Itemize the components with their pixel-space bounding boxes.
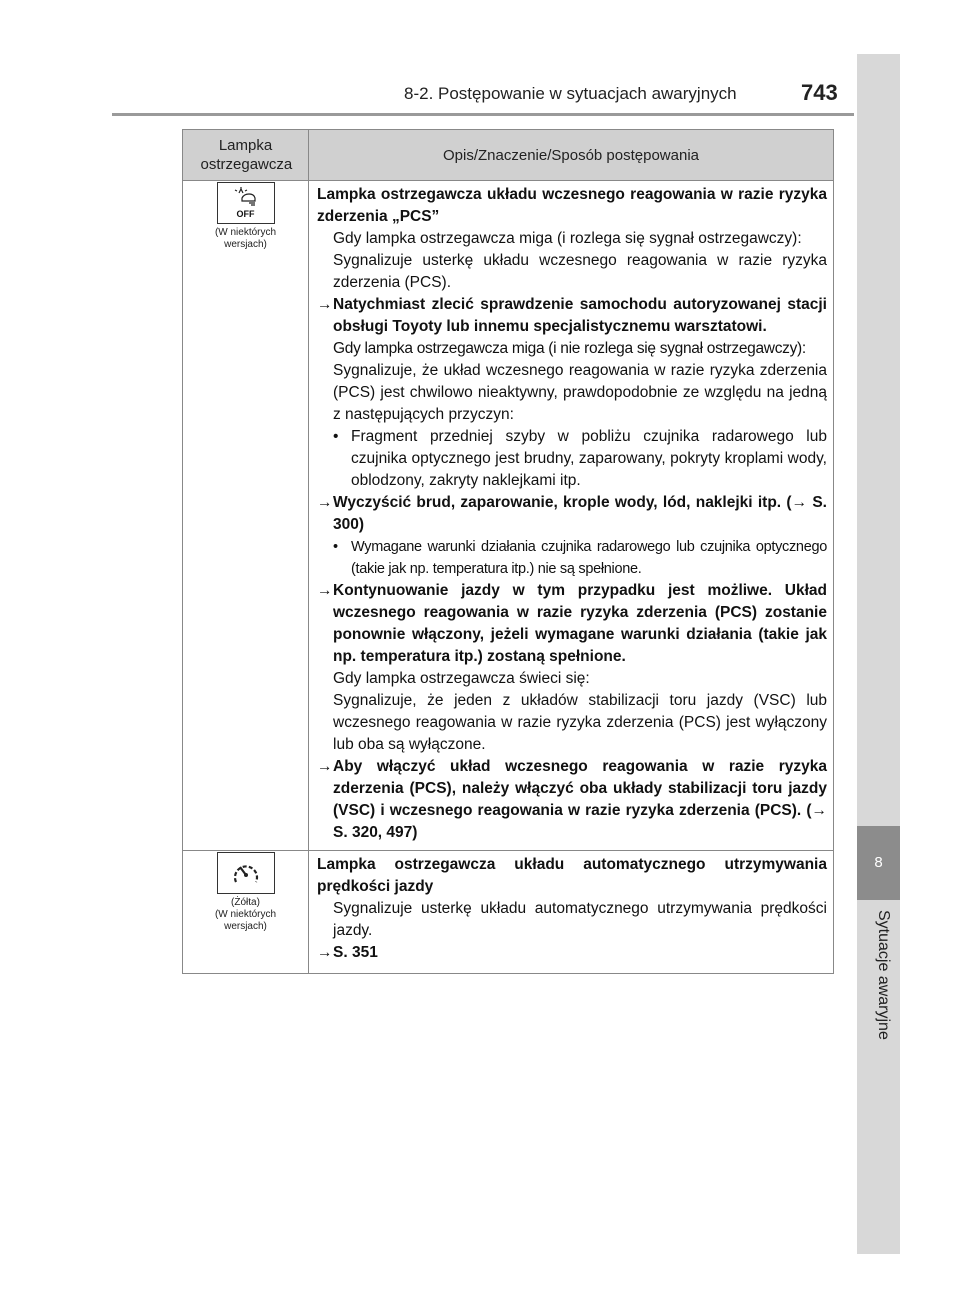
arrow-icon: → <box>317 758 333 775</box>
action-text <box>313 756 827 844</box>
arrow-icon: → <box>791 494 813 511</box>
action-text-content: Kontynuowanie jazdy w tym przypadku jest możliwe. Układ wczesnego reagowania w razie ryzyka zderzenia (PCS) zostanie ponownie włączony, jeżeli wymagane warunki działania (takie jak np. temperatura itp.) zostaną spełnione. <box>333 582 827 665</box>
action-text <box>313 294 827 338</box>
cruise-control-warning-icon <box>217 852 275 894</box>
page-reference-link[interactable]: S. 320, 497 <box>333 824 413 841</box>
bullet-item <box>313 426 827 492</box>
condition-text: Gdy lampka ostrzegawcza miga (i nie rozlega się sygnał ostrzegawczy): <box>333 340 806 357</box>
action-text <box>313 942 827 964</box>
table-row <box>183 181 834 851</box>
description-cell <box>309 851 834 974</box>
pcs-off-text: OFF <box>236 209 255 219</box>
meaning-text: Sygnalizuje usterkę układu automatycznego utrzymywania prędkości jazdy. <box>333 900 827 939</box>
lamp-cell <box>183 851 309 974</box>
caption-line: (Żółta) <box>231 897 260 908</box>
caption-line: wersjach) <box>224 921 267 932</box>
bullet-icon: • <box>333 428 339 445</box>
header-title: 8-2. Postępowanie w sytuacjach awaryjnych <box>404 84 737 103</box>
action-text <box>313 580 827 668</box>
condition-text: Gdy lampka ostrzegawcza miga (i rozlega się sygnał ostrzegawczy): <box>333 230 802 247</box>
bullet-icon: • <box>333 539 338 555</box>
meaning-text: Sygnalizuje, że jeden z układów stabilizacji toru jazdy (VSC) lub wczesnego reagowania w razie ryzyka zderzenia (PCS) jest wyłączony lub oba są wyłączone. <box>333 692 827 753</box>
bullet-text: Wymagane warunki działania czujnika radarowego lub czujnika optycznego (takie jak np. temperatura itp.) nie są spełnione. <box>351 539 827 577</box>
side-tab-label: Sytuacje awaryjne <box>875 910 892 1040</box>
caption-line: (W niektórych <box>214 909 277 920</box>
caption-line: (W niektórych <box>214 227 277 238</box>
action-text-content: Wyczyścić brud, zaparowanie, krople wody, lód, naklejki itp. ( <box>333 494 792 511</box>
condition-text: Gdy lampka ostrzegawcza świeci się: <box>333 670 590 687</box>
arrow-icon: → <box>811 802 827 819</box>
pcs-off-warning-icon <box>217 182 275 224</box>
warning-lamp-table <box>182 129 834 974</box>
action-text <box>313 492 827 536</box>
bullet-text: Fragment przedniej szyby w pobliżu czujnika radarowego lub czujnika optycznego jest brudny, zaparowany, pokryty kroplami wody, oblodzony, zakryty naklejkami itp. <box>351 428 827 489</box>
action-text-end: ) <box>358 516 365 533</box>
header-lamp-text: Lampka ostrzegawcza <box>200 137 293 173</box>
arrow-icon: → <box>317 944 333 961</box>
lamp-title: Lampka ostrzegawcza układu wczesnego reagowania w razie ryzyka zderzenia „PCS” <box>317 186 827 225</box>
action-text-content: Natychmiast zlecić sprawdzenie samochodu autoryzowanej stacji obsługi Toyoty lub innemu specjalistycznemu warsztatowi. <box>333 296 827 335</box>
page-number: 743 <box>801 80 838 105</box>
lamp-title: Lampka ostrzegawcza układu automatycznego utrzymywania prędkości jazdy <box>317 856 827 895</box>
lamp-cell <box>183 181 309 851</box>
header-description: Opis/Znaczenie/Sposób postępowania <box>309 130 834 181</box>
bullet-item <box>313 536 827 580</box>
lamp-caption <box>184 897 307 933</box>
action-text-content: Aby włączyć układ wczesnego reagowania w razie ryzyka zderzenia (PCS), należy włączyć oba układy stabilizacji toru jazdy (VSC) i wczesnego reagowania w razie ryzyka zderzenia (PCS). ( <box>333 758 827 819</box>
side-tab-top <box>857 54 900 826</box>
meaning-text: Sygnalizuje usterkę układu wczesnego reagowania w razie ryzyka zderzenia (PCS). <box>333 252 827 291</box>
table-row <box>183 851 834 974</box>
header-rule <box>112 113 854 116</box>
arrow-icon: → <box>317 494 333 511</box>
arrow-icon: → <box>317 582 333 599</box>
caption-line: wersjach) <box>224 239 267 250</box>
table-header-row <box>183 130 834 181</box>
description-cell <box>309 181 834 851</box>
side-tab-number: 8 <box>857 826 900 900</box>
page-reference-link[interactable]: S. 351 <box>333 944 378 961</box>
lamp-caption <box>184 227 307 251</box>
header-lamp <box>183 130 309 181</box>
arrow-icon: → <box>317 296 333 313</box>
page-reference-link[interactable]: S. 300 <box>333 494 827 533</box>
meaning-text: Sygnalizuje, że układ wczesnego reagowania w razie ryzyka zderzenia (PCS) jest chwilowo nieaktywny, prawdopodobnie ze względu na jedną z następujących przyczyn: <box>333 362 827 423</box>
action-text-end: ) <box>412 824 418 841</box>
